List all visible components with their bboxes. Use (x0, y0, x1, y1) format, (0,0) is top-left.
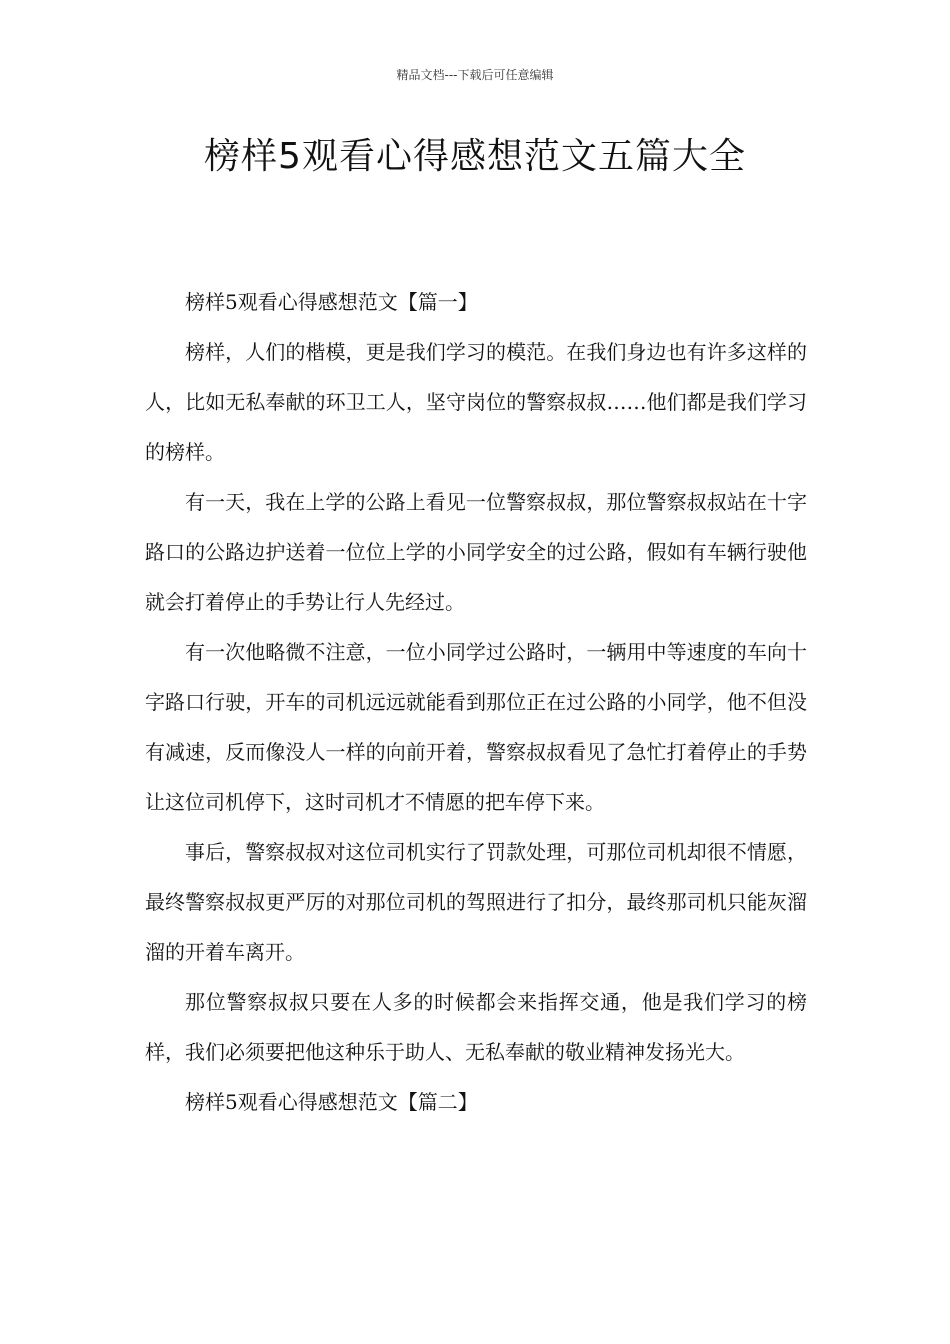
section-heading: 榜样5观看心得感想范文【篇二】 (185, 1090, 478, 1114)
document-body (145, 277, 807, 1127)
paragraph: 有一次他略微不注意，一位小同学过公路时，一辆用中等速度的车向十字路口行驶，开车的司机远远就能看到那位正在过公路的小同学，他不但没有减速，反而像没人一样的向前开着，警察叔叔看见了急忙打着停止的手势让这位司机停下，这时司机才不情愿的把车停下来。 (145, 640, 807, 814)
paragraph: 事后，警察叔叔对这位司机实行了罚款处理，可那位司机却很不情愿，最终警察叔叔更严厉的对那位司机的驾照进行了扣分，最终那司机只能灰溜溜的开着车离开。 (145, 840, 807, 964)
paragraph: 有一天，我在上学的公路上看见一位警察叔叔，那位警察叔叔站在十字路口的公路边护送着一位位上学的小同学安全的过公路，假如有车辆行驶他就会打着停止的手势让行人先经过。 (145, 490, 807, 614)
section-heading: 榜样5观看心得感想范文【篇一】 (185, 290, 478, 314)
paragraph: 那位警察叔叔只要在人多的时候都会来指挥交通，他是我们学习的榜样，我们必须要把他这种乐于助人、无私奉献的敬业精神发扬光大。 (145, 990, 807, 1064)
document-title: 榜样5观看心得感想范文五篇大全 (204, 136, 746, 177)
paragraph: 榜样，人们的楷模，更是我们学习的模范。在我们身边也有许多这样的人，比如无私奉献的环卫工人，坚守岗位的警察叔叔……他们都是我们学习的榜样。 (145, 340, 807, 464)
header-note: 精品文档---下载后可任意编辑 (396, 68, 554, 82)
